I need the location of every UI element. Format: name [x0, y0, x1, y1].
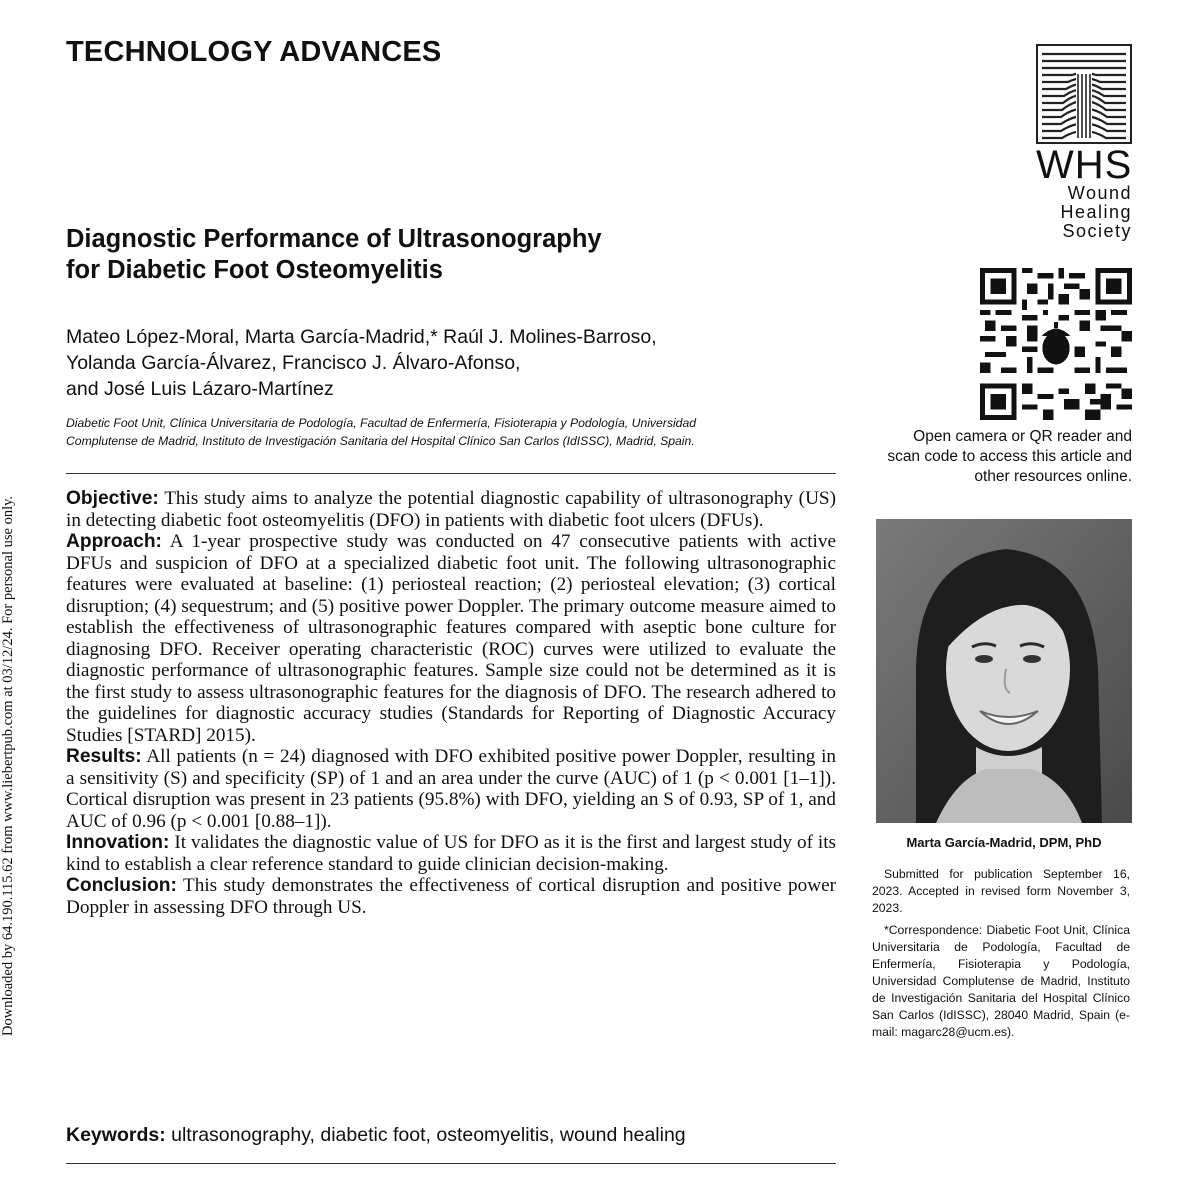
- approach-text: A 1-year prospective study was conducted on 47 consecutive patients with active DFUs and suspicion of DFO at a specialized diabetic foot unit. The following ultrasonographic features were evaluated at baseline: (1) periosteal reaction; (2) periosteal elevation; (3) cortical disruption; (4) sequestrum; and (5) positive power Doppler. The primary outcome measure aimed to establish the effectiveness of ultrasonographic features compared with aseptic bone culture for diagnosing DFO. Receiver operating characteristic (ROC) curves were utilized to evaluate the diagnostic performance of ultrasonographic features. Sample size could not be determined as it is the first study to assess ultrasonographic features for the diagnosis of DFO. The research adhered to the guidelines for diagnostic accuracy studies (Standards for Reporting of Diagnostic Accuracy Studies [STARD] 2015).: [66, 531, 836, 746]
- affiliation-line-1: Diabetic Foot Unit, Clínica Universitaria de Podología, Facultad de Enfermería, Fisioterapia y Podología, Universidad: [66, 416, 697, 430]
- affiliation-line-2: Complutense de Madrid, Instituto de Investigación Sanitaria del Hospital Clínico San Carlos (IdISSC), Madrid, Spain.: [66, 434, 695, 448]
- objective-paragraph: [66, 488, 836, 531]
- conclusion-paragraph: [66, 875, 836, 918]
- authors-line-1: Mateo López-Moral, Marta García-Madrid,* Raúl J. Molines-Barroso,: [66, 326, 657, 348]
- qr-caption: Open camera or QR reader and scan code to access this article and other resources online.: [887, 428, 1132, 485]
- correspondence-note: *Correspondence: Diabetic Foot Unit, Clínica Universitaria de Podología, Facultad de Enfermería, Fisioterapia y Podología, Universidad Complutense de Madrid, Instituto de Investigación Sanitaria del Hospital Clínico San Carlos (IdISSC), 28040 Madrid, Spain (e-mail: magarc28@ucm.es).: [872, 923, 1130, 1039]
- objective-label: Objective:: [66, 488, 159, 509]
- author-list: [66, 324, 856, 402]
- innovation-text: It validates the diagnostic value of US for DFO as it is the first and largest study of its kind to establish a clear reference standard to guide clinician decision-making.: [66, 832, 837, 875]
- results-text: All patients (n = 24) diagnosed with DFO exhibited positive power Doppler, resulting in a sensitivity (S) and specificity (SP) of 1 and an area under the curve (AUC) of 1 (p < 0.001 [1–1]). Cortical disruption was present in 23 patients (95.8%) with DFO, yielding an S of 0.93, SP of 1, and AUC of 0.96 (p < 0.001 [0.88–1]).: [66, 746, 836, 832]
- keywords: [66, 1124, 836, 1147]
- bottom-divider: [66, 1163, 836, 1164]
- authors-line-2: Yolanda García-Álvarez, Francisco J. Álvaro-Afonso,: [66, 352, 521, 374]
- photo-caption: Marta García-Madrid, DPM, PhD: [906, 835, 1102, 850]
- whs-logo-icon: [1036, 44, 1132, 144]
- title-line-1: Diagnostic Performance of Ultrasonography: [66, 225, 602, 253]
- download-notice: Downloaded by 64.190.115.62 from www.liebertpub.com at 03/12/24. For personal use only.: [0, 495, 16, 1036]
- keywords-text: ultrasonography, diabetic foot, osteomyelitis, wound healing: [171, 1124, 686, 1146]
- logo-whs-text: WHS: [1036, 143, 1133, 187]
- affiliation: [66, 414, 836, 450]
- section-label: TECHNOLOGY ADVANCES: [66, 36, 442, 68]
- results-paragraph: [66, 746, 836, 832]
- submission-dates: Submitted for publication September 16, 2023. Accepted in revised form November 3, 2023.: [872, 867, 1130, 915]
- approach-paragraph: [66, 531, 836, 746]
- innovation-label: Innovation:: [66, 832, 170, 853]
- keywords-label: Keywords:: [66, 1124, 166, 1146]
- top-divider: [66, 473, 836, 474]
- author-photo: [876, 519, 1132, 823]
- abstract: [66, 488, 836, 918]
- conclusion-text: This study demonstrates the effectiveness of cortical disruption and positive power Doppler in assessing DFO through US.: [66, 875, 836, 918]
- article-title: [66, 224, 826, 286]
- innovation-paragraph: [66, 832, 836, 875]
- logo-healing-text: Healing: [1060, 202, 1132, 222]
- approach-label: Approach:: [66, 531, 162, 552]
- conclusion-label: Conclusion:: [66, 875, 177, 896]
- logo-wound-text: Wound: [1067, 183, 1132, 203]
- objective-text: This study aims to analyze the potential diagnostic capability of ultrasonography (US) in detecting diabetic foot osteomyelitis (DFO) in patients with diabetic foot ulcers (DFUs).: [66, 488, 836, 531]
- author-portrait-icon: [876, 519, 1132, 823]
- title-line-2: for Diabetic Foot Osteomyelitis: [66, 256, 443, 284]
- whs-logo: [1036, 44, 1132, 241]
- logo-society-text: Society: [1062, 221, 1132, 241]
- results-label: Results:: [66, 746, 142, 767]
- qr-code-icon[interactable]: [980, 268, 1132, 420]
- authors-line-3: and José Luis Lázaro-Martínez: [66, 378, 334, 400]
